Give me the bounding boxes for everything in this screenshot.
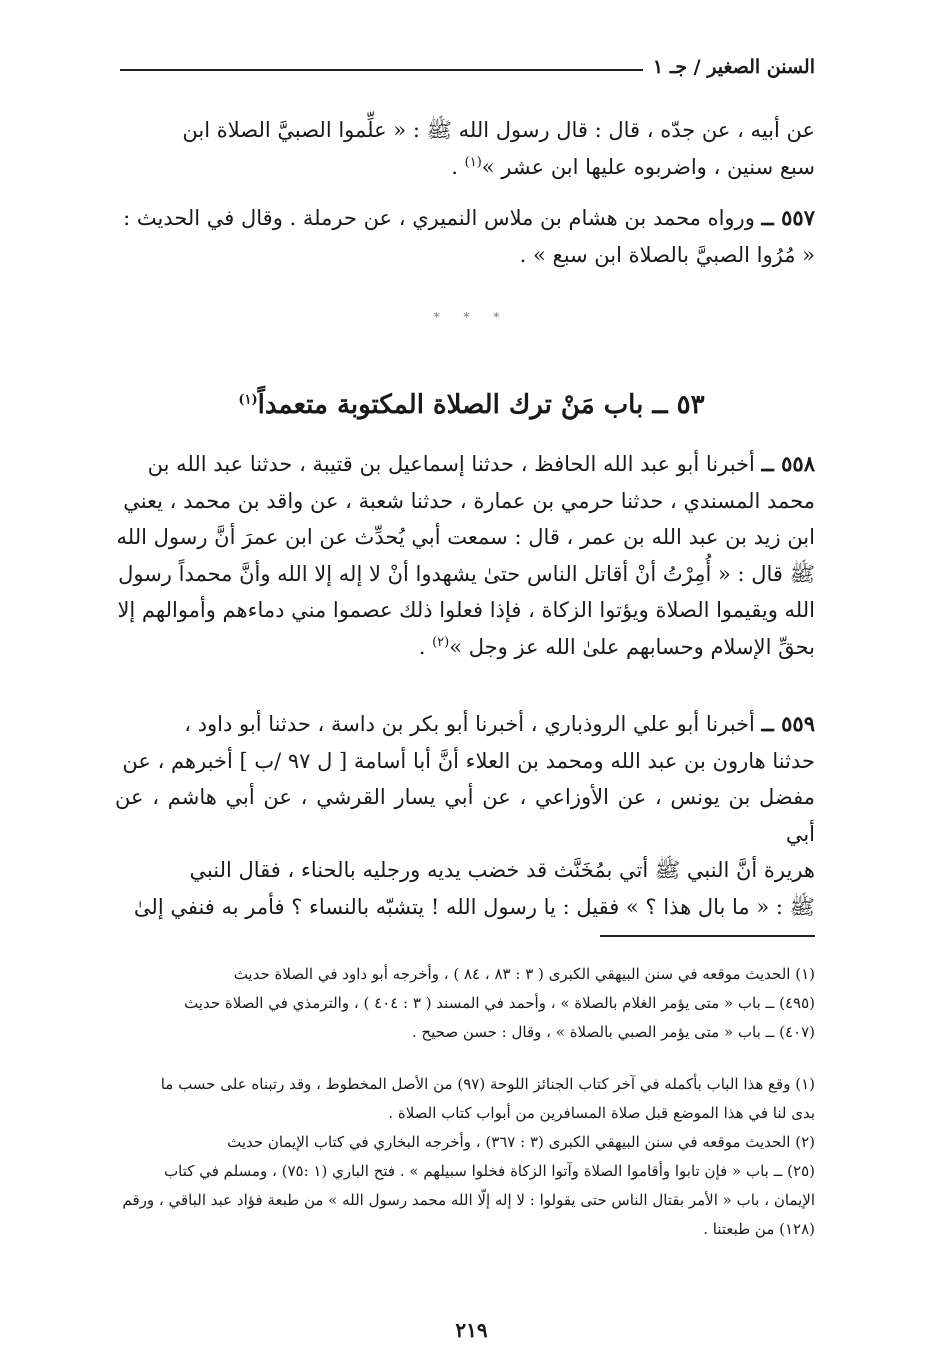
footnote-line: (٢٥) ــ باب « فإن تابوا وأقاموا الصلاة وآتوا الزكاة فخلوا سبيلهم » . فتح الباري (١ :٧٥) ، ومسلم في كتاب [164, 1162, 815, 1180]
footnotes-previous [105, 960, 815, 1047]
text-segment: أخبرنا أبو علي الروذباري ، أخبرنا أبو بكر بن داسة ، حدثنا أبو داود ، [184, 712, 762, 736]
footnote-marker: (١) [464, 154, 482, 170]
text-line [115, 200, 815, 237]
section-separator: * * * [433, 310, 510, 324]
footnote-line: (٢) الحديث موقعه في سنن البيهقي الكبرى (٣ : ٣٦٧) ، وأخرجه البخاري في كتاب الإيمان حديث [227, 1133, 815, 1151]
text-line: حدثنا هارون بن عبد الله ومحمد بن العلاء أنَّ أبا أسامة [ ل ٩٧ /ب ] أخبرهم ، عن [122, 748, 815, 773]
chapter-title: ٥٣ ــ باب مَنْ ترك الصلاة المكتوبة متعمداً [257, 390, 705, 420]
text-line: ابن زيد بن عبد الله بن عمر ، قال : سمعت أبي يُحدِّث عن ابن عمرَ أنَّ رسول الله [116, 525, 815, 549]
footnote-marker: (١) [238, 392, 258, 408]
text-segment: سبع سنين ، واضربوه عليها ابن عشر » [481, 154, 815, 179]
running-header [120, 56, 815, 82]
footnote-line: (١٢٨) من طبعتنا . [703, 1220, 815, 1238]
hadith-continuation [115, 112, 815, 185]
footnote-line: (١) الحديث موقعه في سنن البيهقي الكبرى ( ٣ : ٨٣ ، ٨٤ ) ، وأخرجه أبو داود في الصلاة حديث [233, 965, 815, 983]
text-line [115, 149, 815, 186]
hadith-558 [115, 446, 815, 665]
running-title: السنن الصغير / جـ ١ [652, 56, 815, 78]
text-line [115, 629, 815, 666]
hadith-number: ٥٥٨ ــ [761, 451, 815, 476]
header-rule [120, 69, 643, 71]
footnote-line: (١) وقع هذا الباب بأكمله في آخر كتاب الجنائز اللوحة (٩٧) من الأصل المخطوط ، وقد رتبناه على حسب ما [160, 1075, 815, 1093]
text-segment: بحقِّ الإسلام وحسابهم علىٰ الله عز وجل » [449, 634, 815, 659]
text-segment: أخبرنا أبو عبد الله الحافظ ، حدثنا إسماعيل بن قتيبة ، حدثنا عبد الله بن [147, 452, 762, 476]
text-line: « مُرُوا الصبيَّ بالصلاة ابن سبع » . [519, 242, 815, 267]
footnote-line: (٤٠٧) ــ باب « متى يؤمر الصبي بالصلاة » ، وقال : حسن صحيح . [411, 1023, 815, 1041]
footnote-line: الإيمان ، باب « الأمر بقتال الناس حتى يقولوا : لا إله إلّا الله محمد رسول الله » من طبعة فؤاد عبد الباقي ، ورقم [122, 1191, 815, 1209]
text-line [115, 706, 815, 743]
hadith-number: ٥٥٩ ــ [761, 711, 815, 736]
text-line: مفضل بن يونس ، عن الأوزاعي ، عن أبي يسار القرشي ، عن أبي هاشم ، عن أبي [115, 785, 815, 846]
footnotes [105, 1070, 815, 1244]
chapter-heading [0, 390, 943, 420]
text-line: الله ويقيموا الصلاة ويؤتوا الزكاة ، فإذا فعلوا ذلك عصموا مني دماءهم وأموالهم إلا [117, 598, 815, 622]
hadith-557 [115, 200, 815, 273]
footnote-rule [600, 935, 815, 937]
hadith-number: ٥٥٧ ــ [761, 205, 815, 230]
text-segment: . [451, 154, 465, 179]
page-number: ٢١٩ [455, 1318, 488, 1342]
text-segment: ورواه محمد بن هشام بن ملاس النميري ، عن حرملة . وقال في الحديث : [123, 206, 762, 230]
text-segment: . [418, 634, 433, 659]
text-line: هريرة أنَّ النبي ﷺ أتي بمُخَنَّث قد خضب يديه ورجليه بالحناء ، فقال النبي [189, 858, 815, 882]
text-line: ﷺ قال : « أُمِرْتُ أنْ أقاتل الناس حتىٰ يشهدوا أنْ لا إله إلا الله وأنَّ محمداً رسول [118, 561, 815, 586]
hadith-559 [115, 706, 815, 925]
footnote-marker: (٢) [432, 634, 450, 650]
footnote-line: بدى لنا في هذا الموضع قبل صلاة المسافرين من أبواب كتاب الصلاة . [388, 1104, 815, 1122]
text-line [115, 446, 815, 483]
text-line: محمد المسندي ، حدثنا حرمي بن عمارة ، حدثنا شعبة ، عن واقد بن محمد ، يعني [123, 488, 815, 513]
text-line: ﷺ : « ما بال هذا ؟ » فقيل : يا رسول الله ! يتشبّه بالنساء ؟ فأمر به فنفي إلىٰ [133, 894, 815, 919]
text-line: عن أبيه ، عن جدّه ، قال : قال رسول الله ﷺ : « علِّموا الصبيَّ الصلاة ابن [182, 118, 815, 142]
footnote-line: (٤٩٥) ــ باب « متى يؤمر الغلام بالصلاة » ، وأحمد في المسند ( ٣ : ٤٠٤ ) ، والترمذي في الصلاة حديث [184, 994, 815, 1012]
